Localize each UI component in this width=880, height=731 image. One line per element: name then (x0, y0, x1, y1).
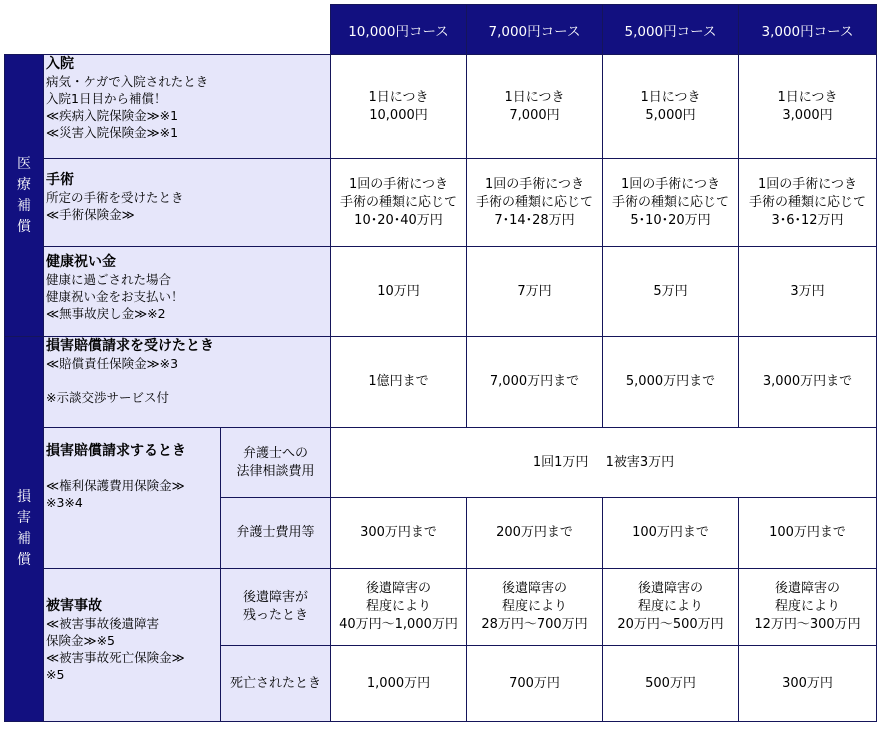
death-value-5000: 500万円 (603, 646, 739, 722)
victim-sub-death: 死亡されたとき (221, 646, 331, 722)
liability-value-10000: 1億円まで (331, 337, 467, 428)
liability-value-7000: 7,000万円まで (467, 337, 603, 428)
disability-value-5000: 後遺障害の 程度により 20万円～500万円 (603, 569, 739, 646)
disability-value-3000: 後遺障害の 程度により 12万円～300万円 (739, 569, 877, 646)
hospital-value-7000: 1日につき 7,000円 (467, 55, 603, 159)
row-surgery-label: 手術 所定の手術を受けたとき ≪手術保険金≫ (44, 159, 331, 247)
surgery-value-7000: 1回の手術につき 手術の種類に応じて 7･14･28万円 (467, 159, 603, 247)
liability-value-5000: 5,000万円まで (603, 337, 739, 428)
category-damage: 損 害 補 償 (5, 337, 44, 722)
health-value-10000: 10万円 (331, 247, 467, 337)
health-value-5000: 5万円 (603, 247, 739, 337)
death-value-7000: 700万円 (467, 646, 603, 722)
row-health-title: 健康祝い金 (46, 254, 116, 270)
row-liability-title: 損害賠償請求を受けたとき (46, 338, 214, 354)
coverage-table (4, 4, 877, 722)
row-liability-label: 損害賠償請求を受けたとき ≪賠償責任保険金≫※3 ※示談交渉サービス付 (44, 337, 331, 428)
fees-value-3000: 100万円まで (739, 498, 877, 569)
course-header-5000: 5,000円コース (603, 5, 739, 55)
health-value-3000: 3万円 (739, 247, 877, 337)
claim-sub-consult: 弁護士への 法律相談費用 (221, 428, 331, 498)
surgery-value-3000: 1回の手術につき 手術の種類に応じて 3･6･12万円 (739, 159, 877, 247)
disability-value-7000: 後遺障害の 程度により 28万円～700万円 (467, 569, 603, 646)
health-value-7000: 7万円 (467, 247, 603, 337)
fees-value-7000: 200万円まで (467, 498, 603, 569)
disability-value-10000: 後遺障害の 程度により 40万円～1,000万円 (331, 569, 467, 646)
death-value-3000: 300万円 (739, 646, 877, 722)
row-victim-title: 被害事故 (46, 598, 102, 614)
surgery-value-5000: 1回の手術につき 手術の種類に応じて 5･10･20万円 (603, 159, 739, 247)
course-header-7000: 7,000円コース (467, 5, 603, 55)
row-hospital-label: 入院 病気・ケガで入院されたとき 入院1日目から補償！ ≪疾病入院保険金≫※1 ≪災害入院保険金≫※1 (44, 55, 331, 159)
fees-value-10000: 300万円まで (331, 498, 467, 569)
header-blank (5, 5, 331, 55)
course-header-10000: 10,000円コース (331, 5, 467, 55)
category-medical: 医 療 補 償 (5, 55, 44, 337)
course-header-3000: 3,000円コース (739, 5, 877, 55)
hospital-value-10000: 1日につき 10,000円 (331, 55, 467, 159)
surgery-value-10000: 1回の手術につき 手術の種類に応じて 10･20･40万円 (331, 159, 467, 247)
fees-value-5000: 100万円まで (603, 498, 739, 569)
row-health-label: 健康祝い金 健康に過ごされた場合 健康祝い金をお支払い！ ≪無事故戻し金≫※2 (44, 247, 331, 337)
row-victim-label: 被害事故 ≪被害事故後遺障害 保険金≫※5 ≪被害事故死亡保険金≫ ※5 (44, 569, 221, 722)
consult-value: 1回1万円 1被害3万円 (331, 428, 877, 498)
death-value-10000: 1,000万円 (331, 646, 467, 722)
row-hospital-title: 入院 (46, 56, 74, 72)
hospital-value-5000: 1日につき 5,000円 (603, 55, 739, 159)
row-claim-label: 損害賠償請求するとき ≪権利保護費用保険金≫ ※3※4 (44, 428, 221, 569)
hospital-value-3000: 1日につき 3,000円 (739, 55, 877, 159)
row-claim-title: 損害賠償請求するとき (46, 443, 186, 459)
liability-value-3000: 3,000万円まで (739, 337, 877, 428)
row-surgery-title: 手術 (46, 172, 74, 188)
victim-sub-disability: 後遺障害が 残ったとき (221, 569, 331, 646)
claim-sub-fees: 弁護士費用等 (221, 498, 331, 569)
